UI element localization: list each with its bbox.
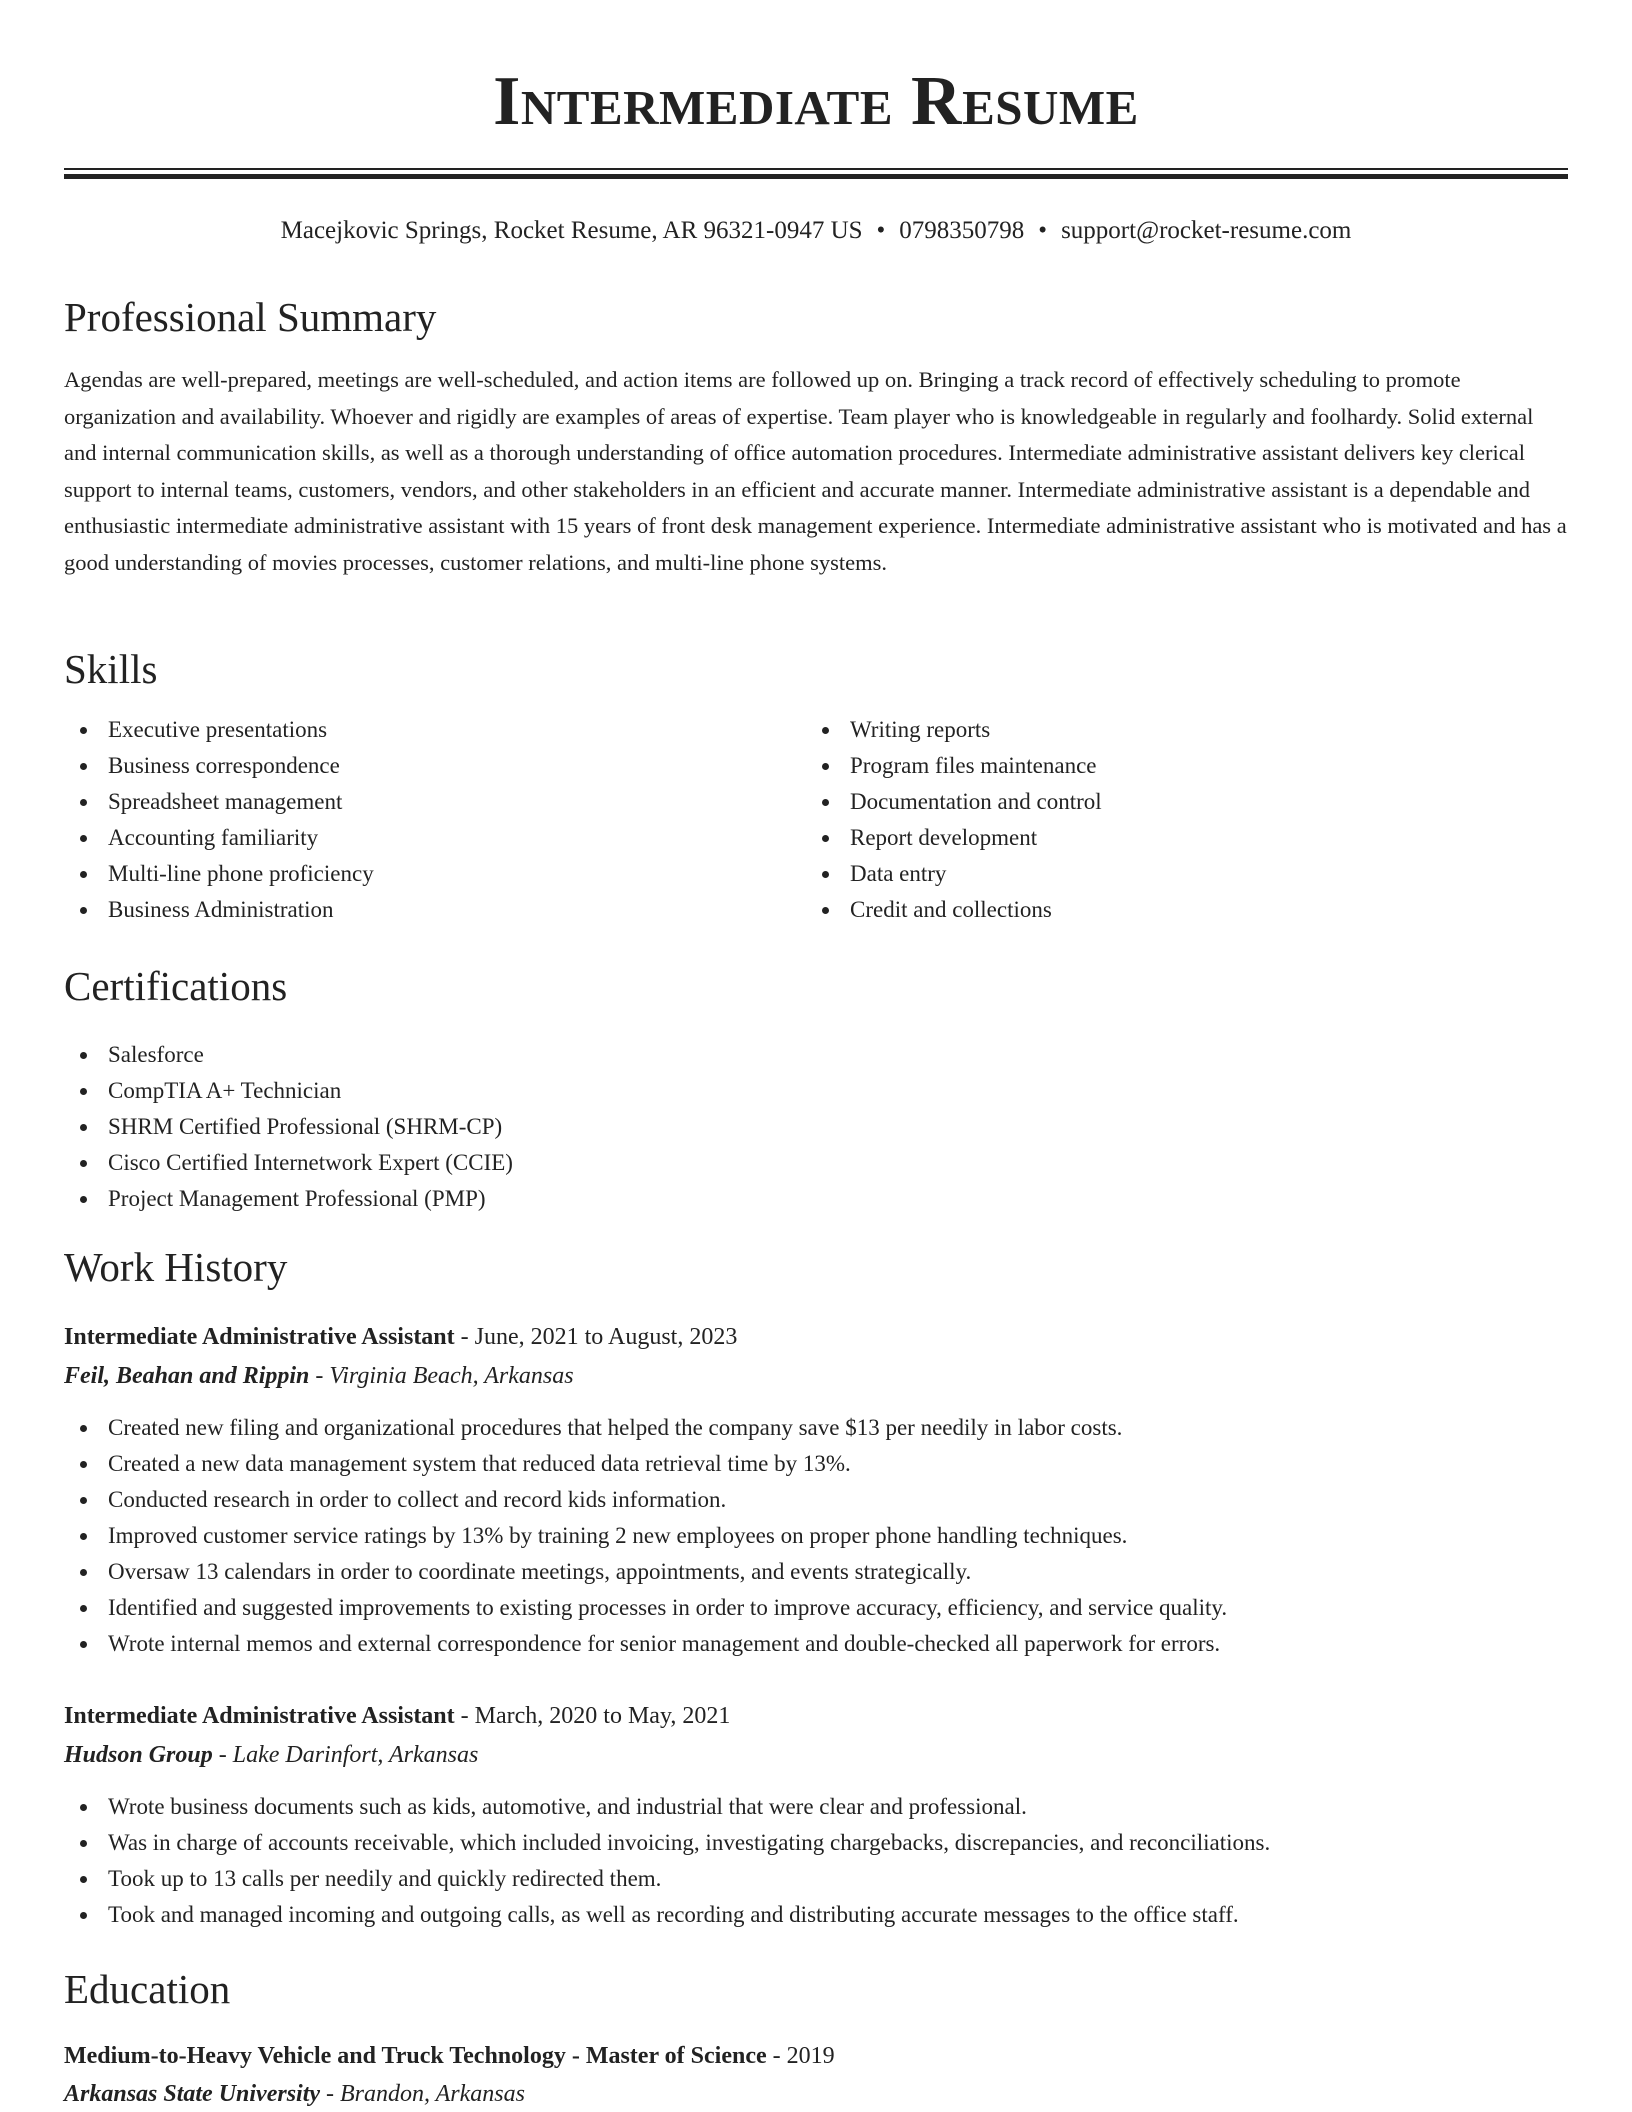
contact-email[interactable]: support@rocket-resume.com (1061, 217, 1352, 244)
certification-item: SHRM Certified Professional (SHRM-CP) (64, 1109, 1064, 1145)
job-bullet: Took up to 13 calls per needily and quickly redirected them. (64, 1861, 1568, 1897)
contact-address: Macejkovic Springs, Rocket Resume, AR 96321-0947 US (280, 217, 863, 244)
title-divider-thick (64, 174, 1568, 179)
job-bullet: Conducted research in order to collect and record kids information. (64, 1482, 1568, 1518)
work-history-heading: Work History (64, 1244, 288, 1290)
job-dates: - March, 2020 to May, 2021 (454, 1703, 731, 1729)
job-title: Intermediate Administrative Assistant (64, 1324, 455, 1350)
contact-phone[interactable]: 0798350798 (899, 217, 1025, 244)
job-company: Hudson Group (64, 1742, 213, 1768)
education-degree-line (64, 2038, 835, 2074)
skill-item: Data entry (806, 856, 1526, 892)
job-bullet: Was in charge of accounts receivable, which included invoicing, investigating chargebacks, discrepancies, and reconciliations. (64, 1825, 1568, 1861)
resume-title: Intermediate Resume (493, 63, 1139, 140)
certifications-heading: Certifications (64, 963, 288, 1009)
job-bullet: Wrote business documents such as kids, automotive, and industrial that were clear and professional. (64, 1789, 1568, 1825)
job-bullets (64, 1410, 1568, 1662)
job-bullet: Oversaw 13 calendars in order to coordinate meetings, appointments, and events strategically. (64, 1554, 1568, 1590)
title-divider-thin (64, 168, 1568, 170)
education-degree: Medium-to-Heavy Vehicle and Truck Technology - Master of Science (64, 2043, 767, 2069)
skill-item: Report development (806, 820, 1526, 856)
skill-item: Writing reports (806, 712, 1526, 748)
job-company-line (64, 1358, 574, 1394)
skill-item: Business Administration (64, 892, 784, 928)
job-bullet: Wrote internal memos and external correspondence for senior management and double-checked all paperwork for errors. (64, 1626, 1568, 1662)
job-bullet: Identified and suggested improvements to existing processes in order to improve accuracy, efficiency, and service quality. (64, 1590, 1568, 1626)
skill-item: Spreadsheet management (64, 784, 784, 820)
job-bullet: Took and managed incoming and outgoing calls, as well as recording and distributing accurate messages to the office staff. (64, 1897, 1568, 1933)
summary-heading: Professional Summary (64, 294, 437, 340)
job-bullets (64, 1789, 1568, 1933)
certification-item: Cisco Certified Internetwork Expert (CCIE) (64, 1145, 1064, 1181)
job-bullet: Created new filing and organizational procedures that helped the company save $13 per needily in labor costs. (64, 1410, 1568, 1446)
skill-item: Accounting familiarity (64, 820, 784, 856)
skill-item: Executive presentations (64, 712, 784, 748)
contact-line (64, 214, 1568, 248)
skills-list-right (806, 712, 1526, 928)
job-bullet: Improved customer service ratings by 13% by training 2 new employees on proper phone handling techniques. (64, 1518, 1568, 1554)
skills-list-left (64, 712, 784, 928)
job-title: Intermediate Administrative Assistant (64, 1703, 455, 1729)
education-location: - Brandon, Arkansas (320, 2081, 525, 2107)
job-title-line (64, 1319, 737, 1355)
skill-item: Credit and collections (806, 892, 1526, 928)
contact-separator: • (876, 217, 886, 244)
job-company: Feil, Beahan and Rippin (64, 1363, 310, 1389)
education-school: Arkansas State University (64, 2081, 321, 2107)
education-heading: Education (64, 1966, 231, 2012)
certification-item: CompTIA A+ Technician (64, 1073, 1064, 1109)
job-dates: - June, 2021 to August, 2023 (454, 1324, 738, 1350)
contact-separator: • (1038, 217, 1048, 244)
certification-item: Project Management Professional (PMP) (64, 1181, 1064, 1217)
certification-item: Salesforce (64, 1037, 1064, 1073)
education-school-line (64, 2076, 525, 2112)
skill-item: Documentation and control (806, 784, 1526, 820)
job-company-line (64, 1737, 478, 1773)
skill-item: Multi-line phone proficiency (64, 856, 784, 892)
skill-item: Program files maintenance (806, 748, 1526, 784)
job-title-line (64, 1698, 730, 1734)
job-location: - Virginia Beach, Arkansas (309, 1363, 574, 1389)
certifications-list (64, 1037, 1064, 1217)
job-bullet: Created a new data management system that reduced data retrieval time by 13%. (64, 1446, 1568, 1482)
education-year: - 2019 (766, 2043, 835, 2069)
job-location: - Lake Darinfort, Arkansas (212, 1742, 479, 1768)
summary-text: Agendas are well-prepared, meetings are well-scheduled, and action items are followed up on. Bringing a track record of effectively scheduling to promote organization and availability. Whoever and rigidly are examples of areas of expertise. Team player who is knowledgeable in regularly and foolhardy. Solid external and internal communication skills, as well as a thorough understanding of office automation procedures. Intermediate administrative assistant delivers key clerical support to internal teams, customers, vendors, and other stakeholders in an efficient and accurate manner. Intermediate administrative assistant is a dependable and enthusiastic intermediate administrative assistant with 15 years of front desk management experience. Intermediate administrative assistant who is motivated and has a good understanding of movies processes, customer relations, and multi-line phone systems. (64, 367, 1567, 575)
skills-heading: Skills (64, 646, 158, 692)
skill-item: Business correspondence (64, 748, 784, 784)
